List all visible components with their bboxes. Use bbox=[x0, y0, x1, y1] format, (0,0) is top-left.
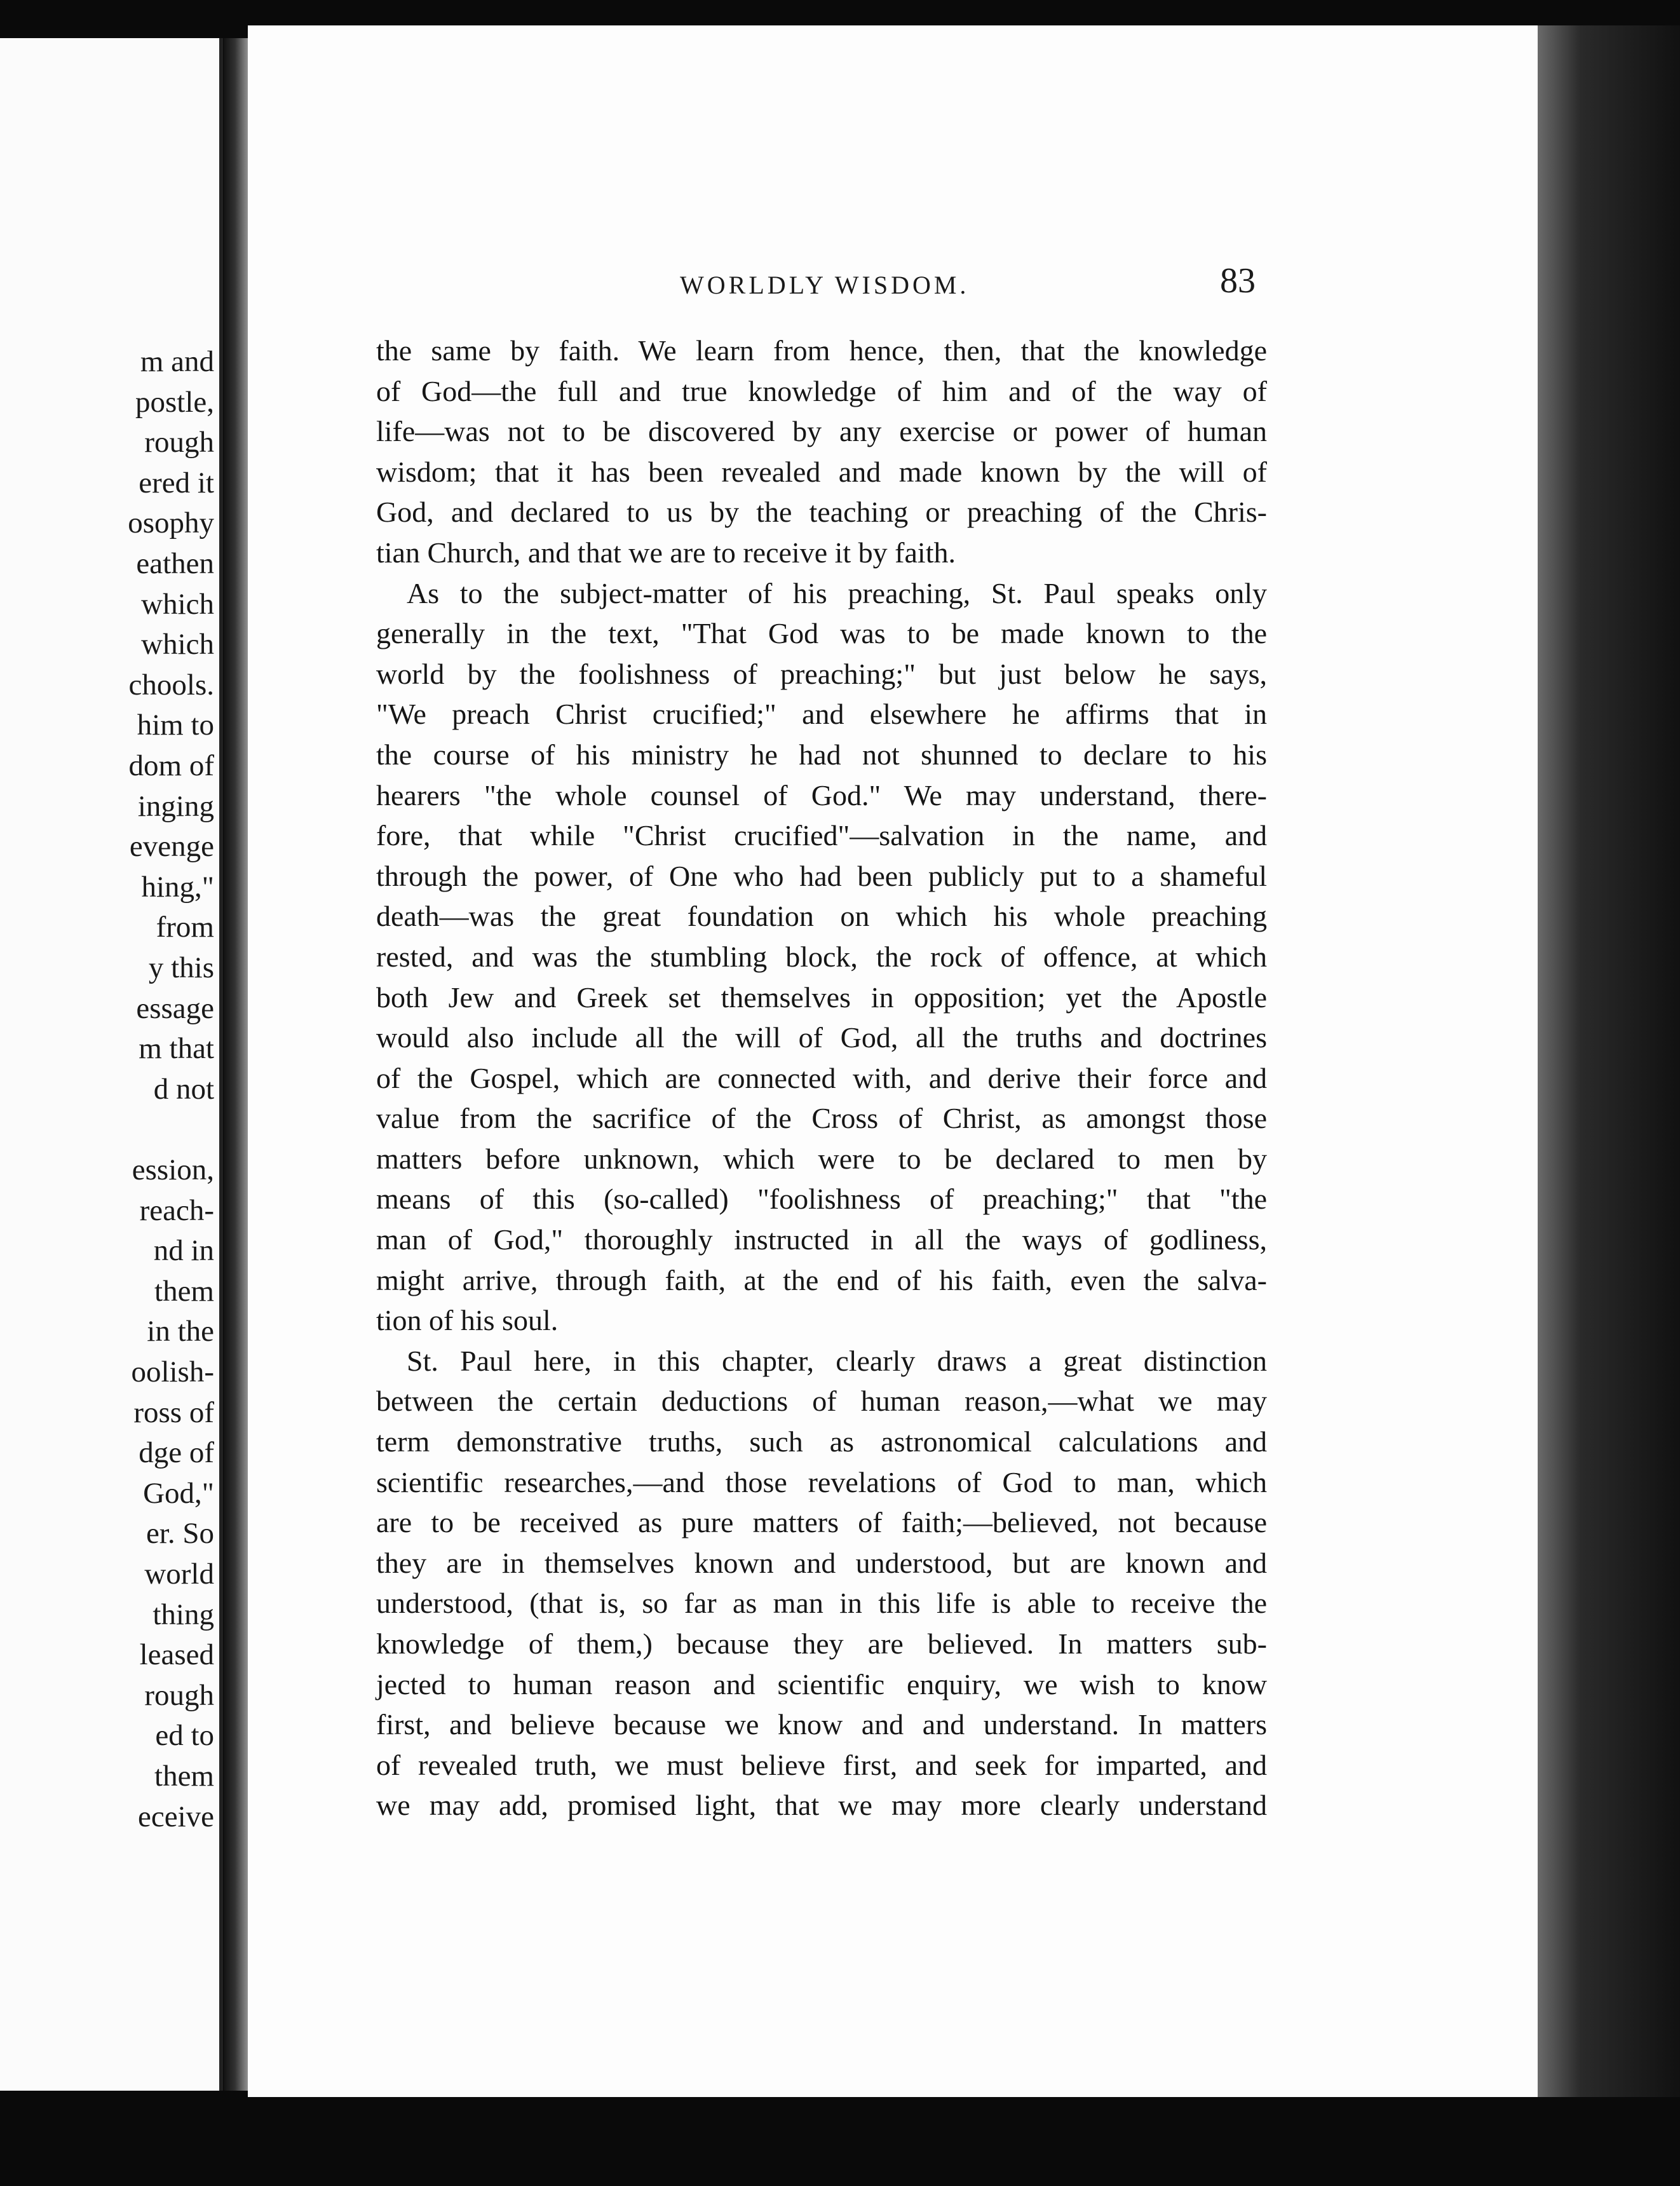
left-page-fragment: from bbox=[156, 911, 214, 944]
text-line: term demonstrative truths, such as astronomical calculations and bbox=[376, 1425, 1267, 1458]
left-page-fragment: ed to bbox=[155, 1719, 214, 1753]
text-line: we may add, promised light, that we may more clearly understand bbox=[376, 1789, 1267, 1822]
left-page-fragment: rough bbox=[144, 1678, 214, 1712]
body-text bbox=[376, 330, 1267, 1826]
text-line: generally in the text, "That God was to be made known to the bbox=[376, 617, 1267, 650]
text-line: they are in themselves known and understood, but are known and bbox=[376, 1546, 1267, 1579]
text-line: between the certain deductions of human reason,—what we may bbox=[376, 1385, 1267, 1418]
text-line: value from the sacrifice of the Cross of Christ, as amongst those bbox=[376, 1102, 1267, 1135]
text-line: tion of his soul. bbox=[376, 1304, 559, 1337]
text-line: God, and declared to us by the teaching or preaching of the Chris- bbox=[376, 496, 1267, 529]
left-page-fragment: essage bbox=[136, 991, 214, 1025]
left-page-fragment: chools. bbox=[128, 668, 214, 702]
text-line: scientific researches,—and those revelations of God to man, which bbox=[376, 1465, 1267, 1498]
text-line: first, and believe because we know and and understand. In matters bbox=[376, 1708, 1267, 1741]
left-page-fragment: reach- bbox=[139, 1193, 214, 1227]
left-page-fragment: which bbox=[141, 587, 214, 621]
left-page-fragment: in the bbox=[147, 1315, 214, 1348]
left-page-fragment: ross of bbox=[133, 1395, 214, 1429]
left-page-fragment: them bbox=[154, 1760, 214, 1793]
text-line: fore, that while "Christ crucified"—salvation in the name, and bbox=[376, 819, 1267, 852]
text-line: the course of his ministry he had not shunned to declare to his bbox=[376, 738, 1267, 771]
left-page-fragment: osophy bbox=[128, 506, 214, 540]
left-page-fragment: rough bbox=[144, 426, 214, 459]
left-page-fragment: eceive bbox=[137, 1800, 214, 1833]
text-line: understood, (that is, so far as man in this life is able to receive the bbox=[376, 1587, 1267, 1620]
left-page-fragment: which bbox=[141, 628, 214, 662]
left-page-fragment: m that bbox=[139, 1032, 214, 1066]
left-page-fragment: eathen bbox=[136, 547, 214, 580]
text-line: tian Church, and that we are to receive it by faith. bbox=[376, 536, 956, 569]
text-line: "We preach Christ crucified;" and elsewhere he affirms that in bbox=[376, 698, 1267, 731]
text-line: life—was not to be discovered by any exercise or power of human bbox=[376, 415, 1267, 448]
left-page-fragment: him to bbox=[137, 709, 214, 742]
text-line: world by the foolishness of preaching;" but just below he says, bbox=[376, 657, 1267, 690]
text-line: jected to human reason and scientific enquiry, we wish to know bbox=[376, 1667, 1267, 1701]
left-page-fragment: thing bbox=[152, 1598, 214, 1631]
text-line: through the power, of One who had been publicly put to a shameful bbox=[376, 859, 1267, 892]
text-line: St. Paul here, in this chapter, clearly draws a great distinction bbox=[407, 1344, 1267, 1377]
left-page-fragment: m and bbox=[140, 345, 214, 378]
text-line: matters before unknown, which were to be declared to men by bbox=[376, 1142, 1267, 1175]
left-page-fragment: er. So bbox=[146, 1517, 214, 1551]
left-page-fragment: inging bbox=[137, 789, 214, 823]
text-line: man of God," thoroughly instructed in all the ways of godliness, bbox=[376, 1223, 1267, 1256]
text-line: of the Gospel, which are connected with, and derive their force and bbox=[376, 1061, 1267, 1094]
left-page-fragment: hing," bbox=[141, 870, 214, 904]
text-line: hearers "the whole counsel of God." We may understand, there- bbox=[376, 778, 1267, 811]
text-line: might arrive, through faith, at the end of his faith, even the salva- bbox=[376, 1263, 1267, 1296]
text-line: knowledge of them,) because they are believed. In matters sub- bbox=[376, 1627, 1267, 1660]
left-page-fragment: leased bbox=[139, 1638, 214, 1672]
left-page-fragment: oolish- bbox=[131, 1355, 214, 1388]
left-page-fragment: world bbox=[144, 1558, 214, 1591]
text-line: of God—the full and true knowledge of him and of the way of bbox=[376, 374, 1267, 407]
text-line: As to the subject-matter of his preaching, St. Paul speaks only bbox=[407, 576, 1267, 609]
page-number: 83 bbox=[1220, 261, 1256, 301]
text-line: would also include all the will of God, all the truths and doctrines bbox=[376, 1021, 1267, 1054]
left-page-fragment: God," bbox=[143, 1476, 214, 1510]
left-page-fragment: y this bbox=[148, 951, 214, 984]
text-line: are to be received as pure matters of faith;—believed, not because bbox=[376, 1506, 1267, 1539]
left-page-fragment: dge of bbox=[139, 1436, 214, 1470]
left-page-fragment: nd in bbox=[153, 1234, 214, 1268]
text-line: rested, and was the stumbling block, the rock of offence, at which bbox=[376, 940, 1267, 973]
left-page-fragment: dom of bbox=[128, 749, 214, 782]
left-page-fragment: postle, bbox=[135, 385, 214, 419]
left-page-fragment: them bbox=[154, 1274, 214, 1308]
left-page-fragment: ered it bbox=[139, 466, 214, 499]
running-head: WORLDLY WISDOM. bbox=[680, 271, 970, 299]
book-gutter bbox=[224, 38, 249, 2091]
left-page-fragment: ession, bbox=[132, 1153, 214, 1186]
left-page-fragment: d not bbox=[153, 1072, 214, 1106]
text-line: both Jew and Greek set themselves in opposition; yet the Apostle bbox=[376, 981, 1267, 1014]
text-line: of revealed truth, we must believe first, and seek for imparted, and bbox=[376, 1748, 1267, 1781]
text-line: death—was the great foundation on which his whole preaching bbox=[376, 900, 1267, 933]
text-line: wisdom; that it has been revealed and made known by the will of bbox=[376, 455, 1267, 488]
left-facing-page bbox=[0, 38, 223, 2091]
text-line: the same by faith. We learn from hence, then, that the knowledge bbox=[376, 334, 1267, 367]
text-line: means of this (so-called) "foolishness of preaching;" that "the bbox=[376, 1183, 1267, 1216]
left-page-fragment: evenge bbox=[129, 830, 214, 864]
page-edge-shadow bbox=[1538, 25, 1680, 2097]
